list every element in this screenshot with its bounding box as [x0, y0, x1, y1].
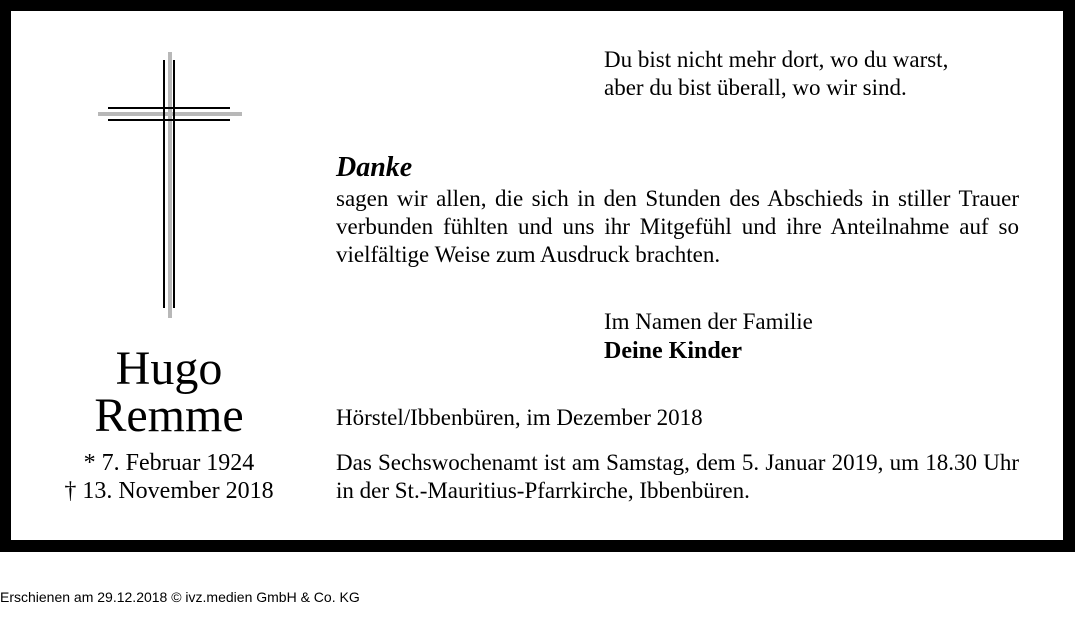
- thanks-heading: Danke: [336, 152, 413, 183]
- deceased-last-name: Remme: [94, 389, 244, 442]
- cross-icon: [98, 52, 242, 318]
- deceased-first-name: Hugo: [115, 342, 223, 395]
- signature-name: Deine Kinder: [604, 338, 742, 364]
- signature-lead: Im Namen der Familie: [604, 309, 813, 334]
- birth-date: * 7. Februar 1924: [83, 450, 255, 476]
- deceased-dates: [40, 449, 298, 505]
- mass-notice: Das Sechswochenamt ist am Samstag, dem 5. Januar 2019, um 18.30 Uhr in der St.-Mauritius-Pfarrkirche, Ibbenbüren.: [336, 450, 1019, 503]
- place-date: Hörstel/Ibbenbüren, im Dezember 2018: [336, 405, 703, 430]
- verse: [604, 46, 948, 102]
- verse-line: aber du bist überall, wo wir sind.: [604, 75, 907, 100]
- verse-line: Du bist nicht mehr dort, wo du warst,: [604, 47, 949, 72]
- publication-footer: Erschienen am 29.12.2018 © ivz.medien GmbH & Co. KG: [0, 589, 360, 605]
- death-date: † 13. November 2018: [64, 478, 274, 504]
- thanks-body: sagen wir allen, die sich in den Stunden des Abschieds in stiller Trauer verbunden fühlten und uns ihr Mitgefühl und ihre Anteilnahme auf so vielfältige Weise zum Ausdruck brachten.: [336, 186, 1019, 267]
